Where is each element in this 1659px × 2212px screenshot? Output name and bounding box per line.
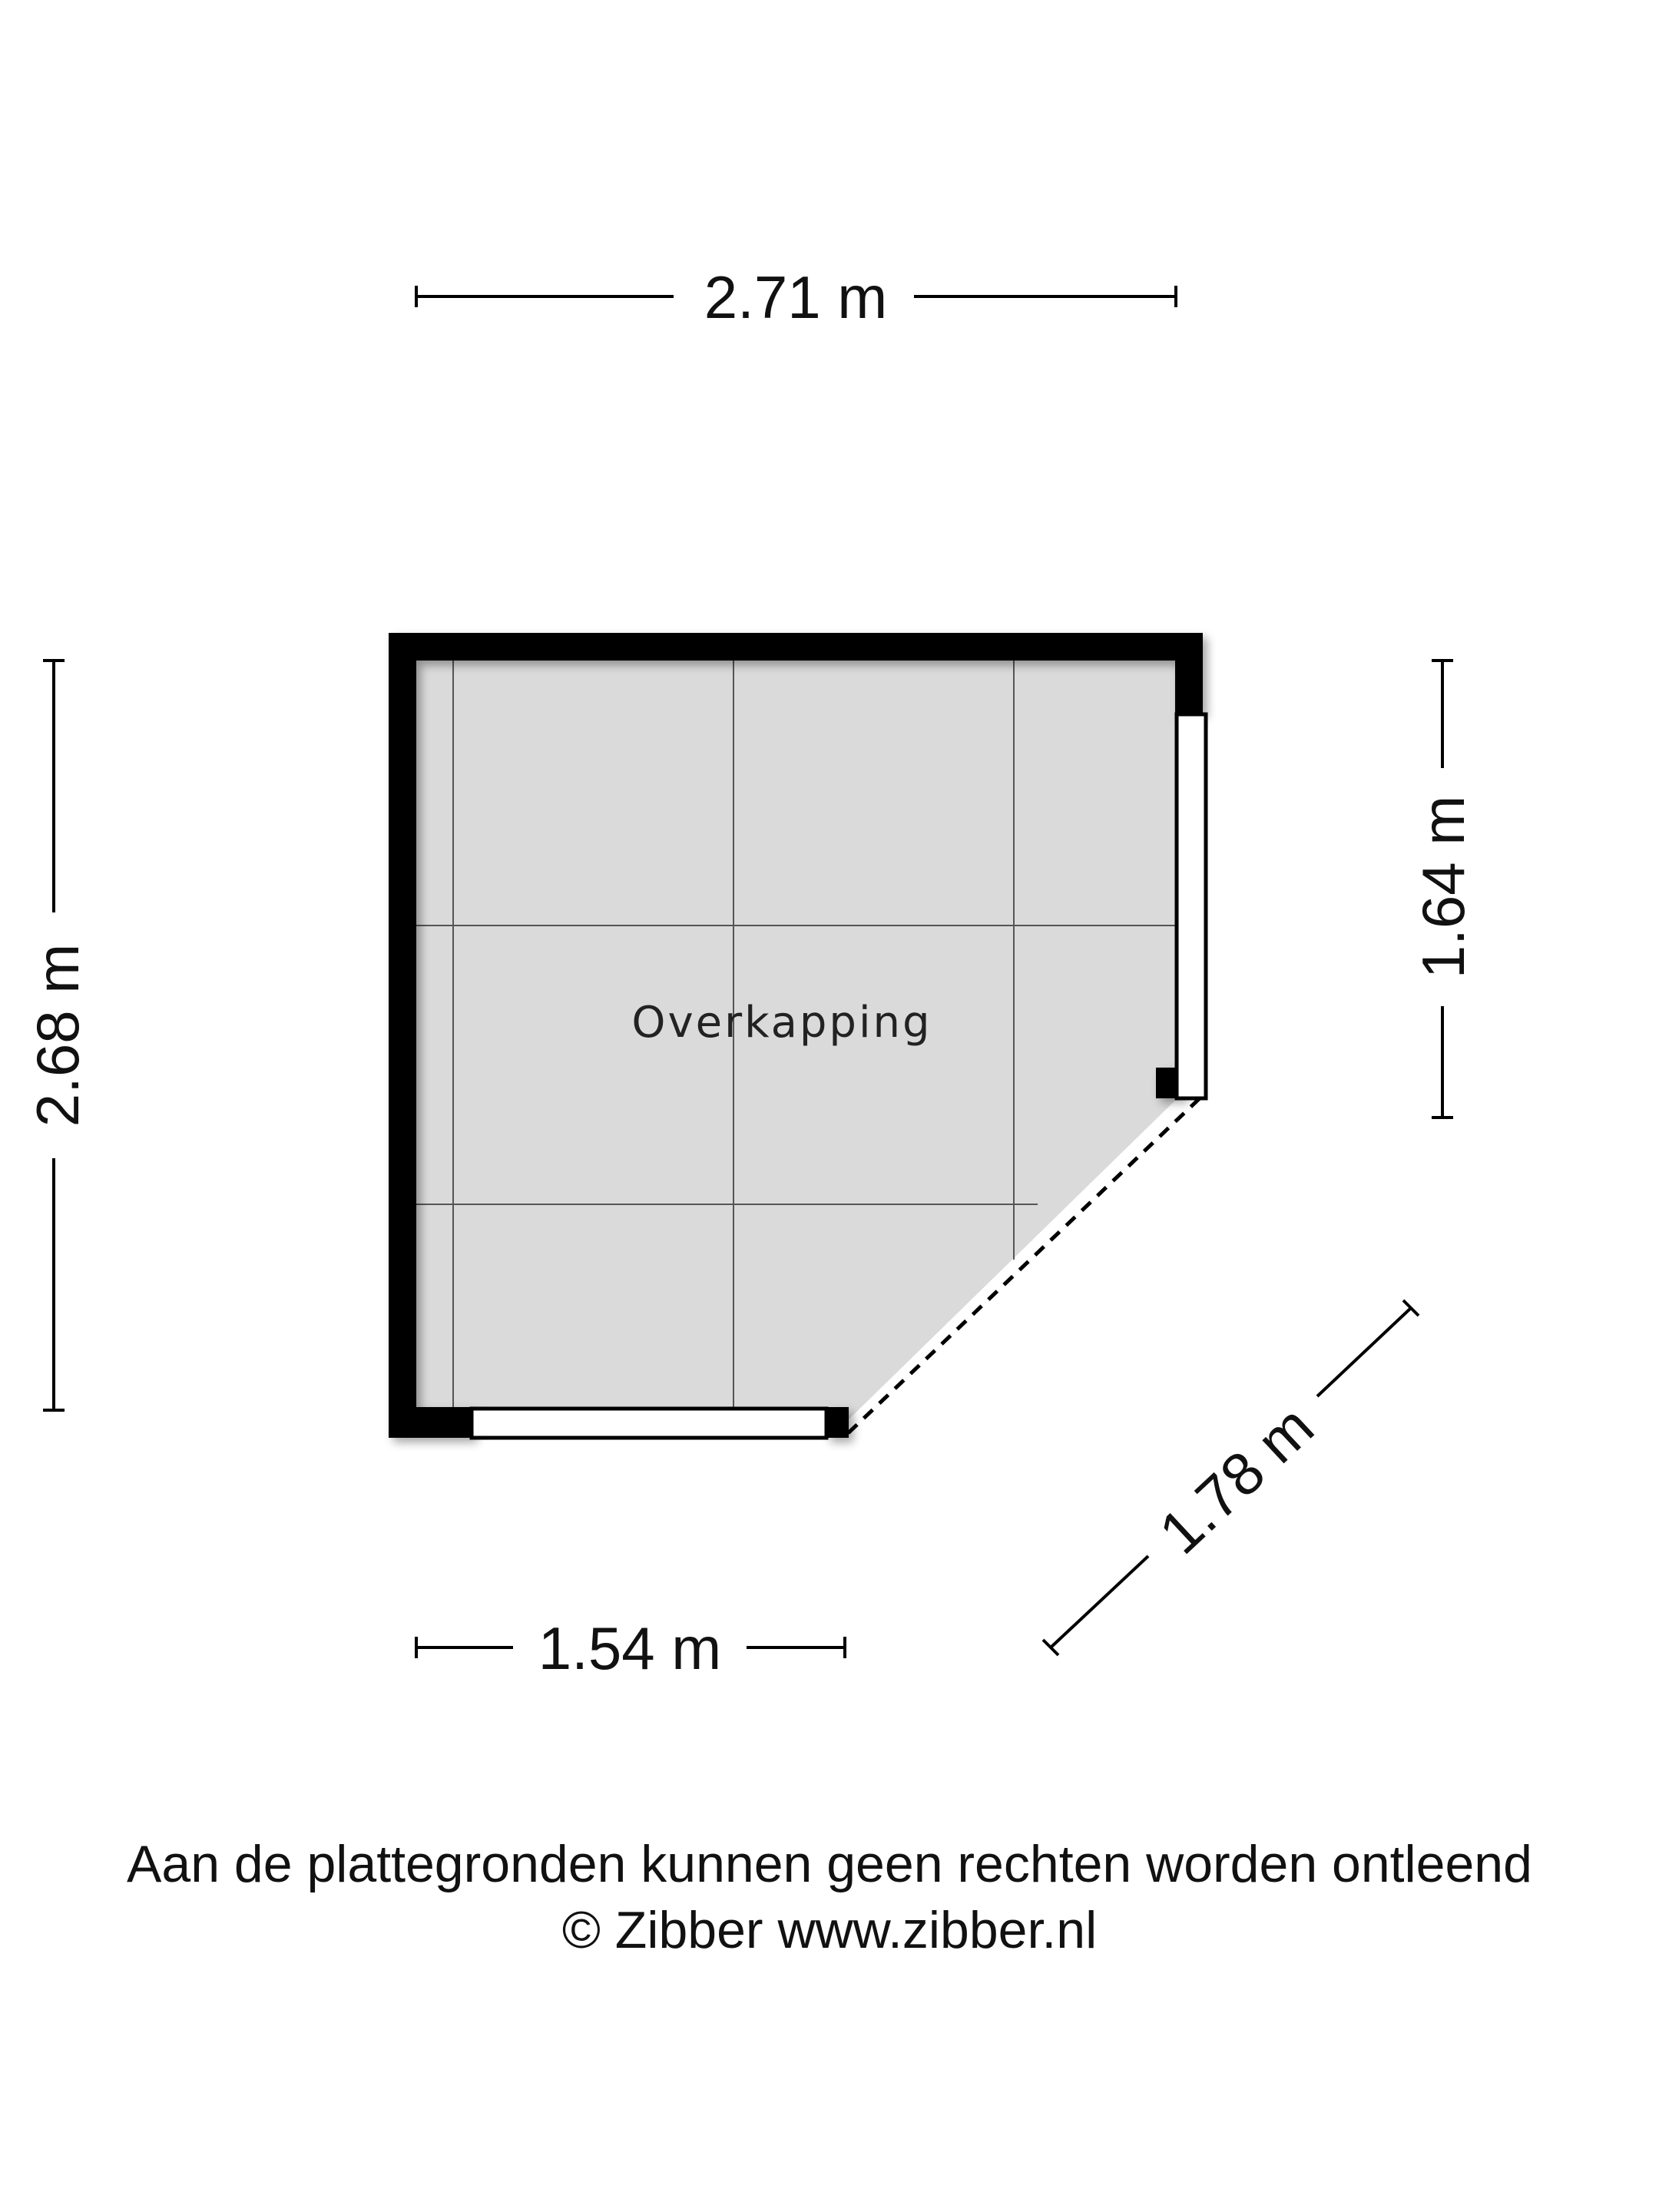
- dimension-top-label: 2.71 m: [704, 263, 888, 331]
- room-label: Overkapping: [631, 998, 932, 1048]
- dimension-bottom-label: 1.54 m: [538, 1614, 722, 1682]
- dimension-diagonal-label: 1.78 m: [1146, 1392, 1326, 1567]
- copyright-text: © Zibber www.zibber.nl: [561, 1901, 1098, 1959]
- wall-bottom-stub: [826, 1407, 849, 1438]
- wall-top: [389, 633, 1203, 661]
- window-bottom: [472, 1409, 826, 1438]
- window-right: [1177, 714, 1206, 1098]
- wall-right-upper: [1175, 633, 1203, 714]
- wall-left: [389, 633, 416, 1438]
- disclaimer-text: Aan de plattegronden kunnen geen rechten worden ontleend: [127, 1835, 1532, 1893]
- wall-bottom-left: [389, 1407, 473, 1438]
- dimension-left-label: 2.68 m: [24, 943, 91, 1128]
- dimension-right-label: 1.64 m: [1409, 795, 1477, 979]
